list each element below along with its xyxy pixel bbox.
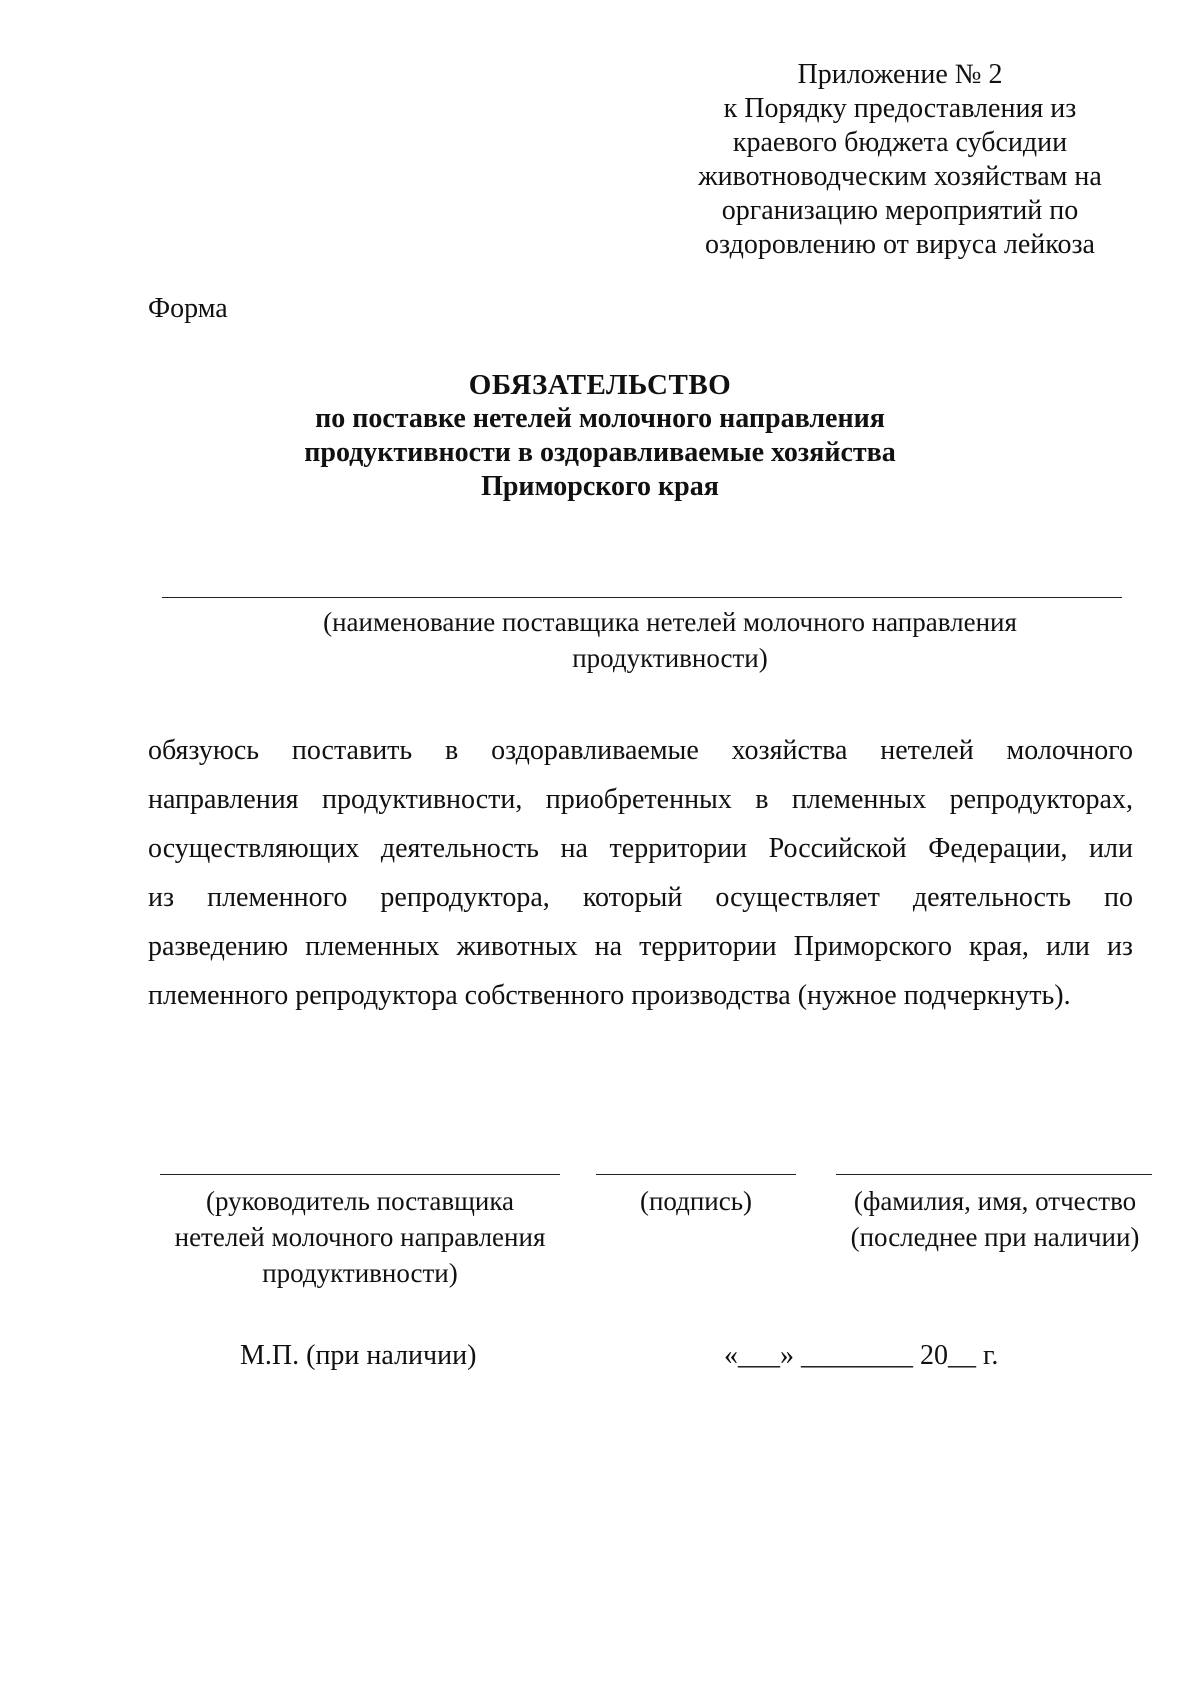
form-label: Форма [148, 293, 228, 324]
stamp-label: М.П. (при наличии) [240, 1340, 477, 1371]
appendix-line: краевого бюджета субсидии [732, 127, 1068, 158]
caption-line: продуктивности) [262, 1258, 458, 1288]
obligation-body [148, 726, 1133, 1020]
caption-line: (наименование поставщика нетелей молочного направления [323, 607, 1017, 637]
caption-line: (фамилия, имя, отчество [853, 1186, 1137, 1216]
body-line: направления продуктивности, приобретенных в племенных репродукторах, [148, 784, 1133, 815]
body-line: разведению племенных животных на территории Приморского края, или из [148, 931, 1133, 962]
full-name-field-line[interactable] [836, 1174, 1152, 1175]
title-subline: по поставке нетелей молочного направления [315, 403, 885, 434]
caption-line: (руководитель поставщика [205, 1186, 515, 1216]
full-name-caption [820, 1183, 1170, 1255]
body-line: обязуюсь поставить в оздоравливаемые хозяйства нетелей молочного [148, 735, 1133, 766]
title-subline: продуктивности в оздоравливаемые хозяйства [304, 437, 896, 468]
supplier-name-caption [300, 604, 1040, 676]
appendix-line: организацию мероприятий по [721, 195, 1079, 226]
document-title [0, 368, 1200, 504]
signature-field-line[interactable] [596, 1174, 796, 1175]
date-field[interactable]: «___» ________ 20__ г. [724, 1340, 999, 1371]
appendix-line: животноводческим хозяйствам на [698, 161, 1102, 192]
supplier-head-field-line[interactable] [160, 1174, 560, 1175]
body-line: осуществляющих деятельность на территории Российской Федерации, или [148, 833, 1133, 864]
title-subline: Приморского края [481, 471, 719, 502]
appendix-line: Приложение № 2 [797, 59, 1003, 90]
caption-line: продуктивности) [572, 643, 768, 673]
supplier-head-caption [140, 1183, 580, 1291]
appendix-line: к Порядку предоставления из [723, 93, 1077, 124]
appendix-line: оздоровлению от вируса лейкоза [705, 229, 1095, 260]
supplier-name-field-line[interactable] [162, 597, 1122, 598]
body-line: из племенного репродуктора, который осуществляет деятельность по [148, 882, 1133, 913]
title-heading: ОБЯЗАТЕЛЬСТВО [468, 369, 732, 401]
appendix-header [680, 58, 1120, 262]
body-line: племенного репродуктора собственного производства (нужное подчеркнуть). [148, 980, 1071, 1011]
caption-line: (последнее при наличии) [850, 1222, 1140, 1252]
signature-caption [596, 1183, 796, 1219]
caption-line: нетелей молочного направления [174, 1222, 546, 1252]
caption-line: (подпись) [639, 1186, 753, 1216]
